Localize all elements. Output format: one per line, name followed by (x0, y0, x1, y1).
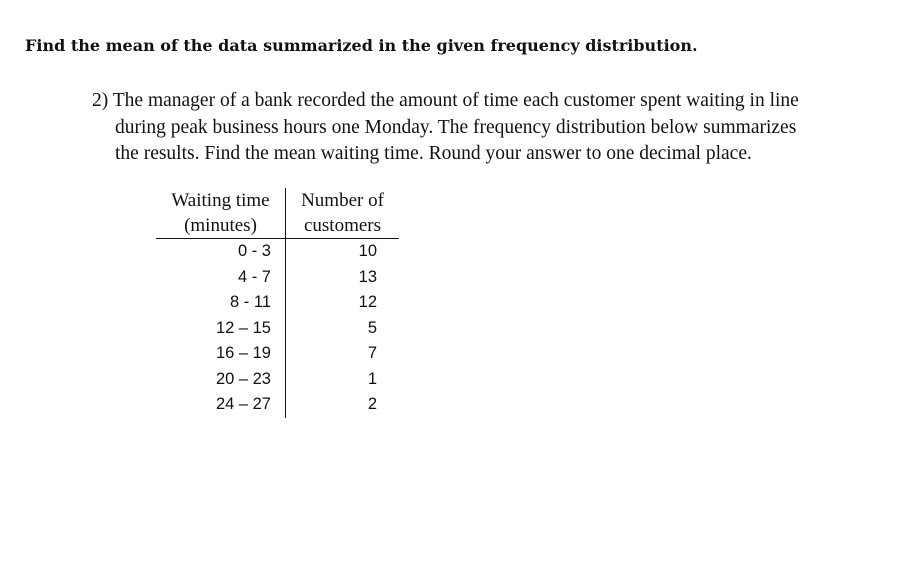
table-row (156, 341, 399, 367)
interval-cell: 16 – 19 (156, 341, 286, 367)
count-cell: 13 (358, 267, 377, 286)
problem-line: 2) The manager of a bank recorded the amount of time each customer spent waiting in line (92, 90, 799, 111)
frequency-distribution-table (156, 188, 399, 418)
count-cell: 10 (358, 242, 377, 260)
count-cell: 1 (367, 369, 377, 388)
count-cell: 5 (367, 318, 377, 337)
interval-cell: 4 - 7 (156, 265, 286, 291)
interval-cell: 20 – 23 (156, 367, 286, 393)
count-cell: 7 (367, 344, 377, 362)
count-cell: 12 (358, 293, 377, 311)
table-header-row (156, 188, 399, 213)
page-heading: Find the mean of the data summarized in the given frequency distribution. (25, 36, 698, 55)
customers-subheader: customers (286, 213, 400, 239)
waiting-time-unit-header: (minutes) (156, 213, 286, 239)
problem-line: the results. Find the mean waiting time. Round your answer to one decimal place. (115, 143, 752, 164)
table-row (156, 316, 399, 342)
table-row (156, 392, 399, 418)
table-header-row (156, 213, 399, 239)
interval-cell: 0 - 3 (156, 239, 286, 265)
problem-line: during peak business hours one Monday. The frequency distribution below summarizes (115, 116, 797, 138)
table-row (156, 239, 399, 265)
count-cell: 2 (367, 395, 377, 413)
table-row (156, 290, 399, 316)
table-row (156, 265, 399, 291)
interval-cell: 8 - 11 (156, 290, 286, 316)
interval-cell: 12 – 15 (156, 316, 286, 342)
table-row (156, 367, 399, 393)
customers-header: Number of (301, 190, 384, 211)
problem-statement (92, 88, 892, 168)
waiting-time-header: Waiting time (156, 188, 286, 213)
interval-cell: 24 – 27 (156, 392, 286, 418)
